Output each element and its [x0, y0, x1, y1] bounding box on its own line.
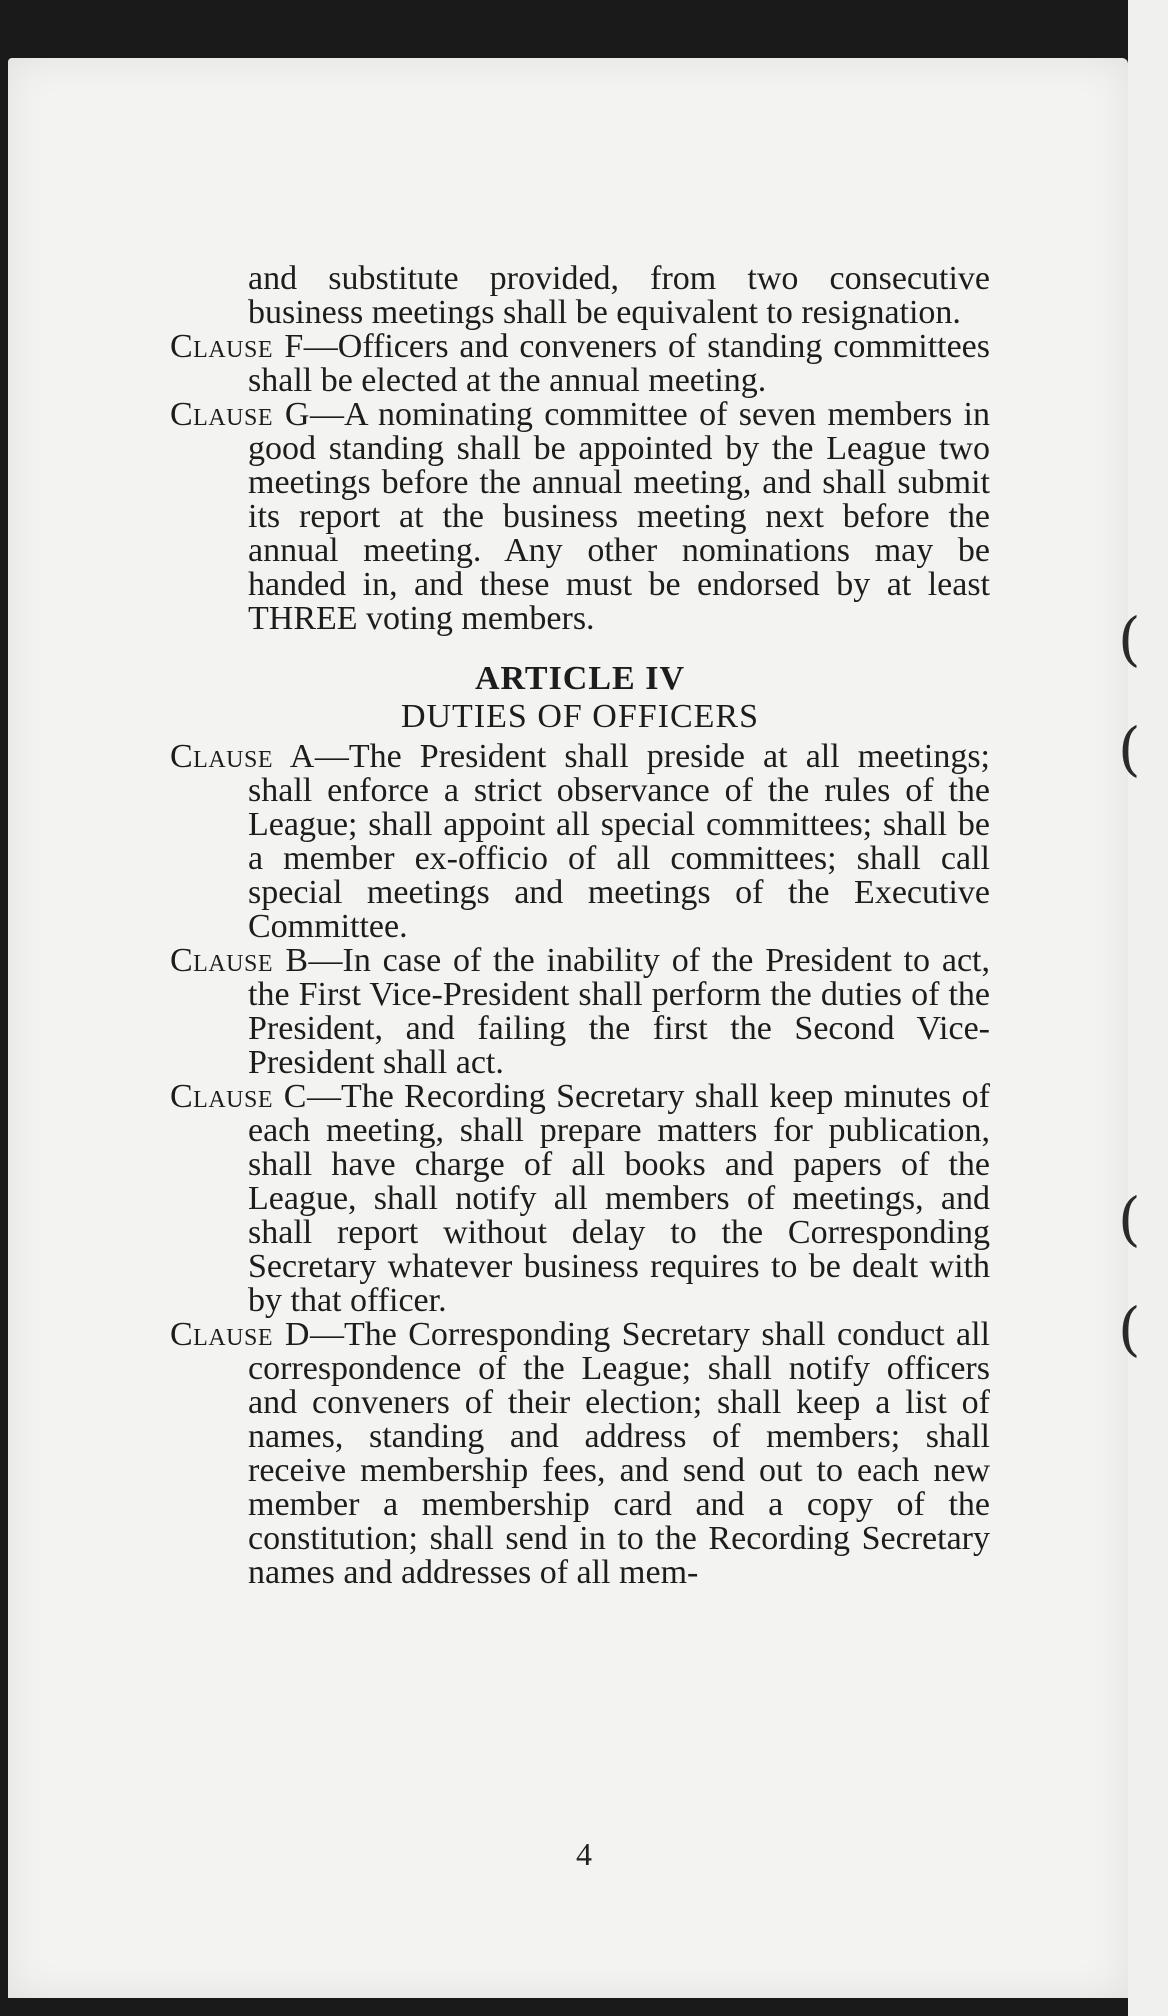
clause-label: Clause C	[170, 1078, 307, 1115]
clause-label: Clause A	[170, 738, 315, 775]
continuation-paragraph: and substitute provided, from two consecutive business meetings shall be equivalent to resignation.	[248, 260, 990, 331]
clause-d	[170, 1318, 990, 1590]
clause-text: —The Corresponding Secretary shall conduct all correspondence of the League; shall notify officers and conveners of their election; shall keep a list of names, standing and address of members; shall receive membership fees, and send out to each new member a membership card and a copy of the constitution; shall send in to the Recording Secretary names and addresses of all mem-	[248, 1316, 990, 1591]
clause-label: Clause F	[170, 328, 304, 365]
clause-c	[170, 1080, 990, 1318]
binding-edge	[1128, 0, 1168, 2016]
binding-clip-icon: (	[1118, 715, 1141, 783]
clause-text: —The Recording Secretary shall keep minutes of each meeting, shall prepare matters for publication, shall have charge of all books and papers of the League, shall notify all members of meetings, and shall report without delay to the Corresponding Secretary whatever business requires to be dealt with by that officer.	[248, 1078, 990, 1319]
clause-label: Clause D	[170, 1316, 310, 1353]
clause-text: —Officers and conveners of standing committees shall be elected at the annual meeting.	[248, 328, 990, 399]
clause-text: —In case of the inability of the President to act, the First Vice-President shall perform the duties of the President, and failing the first the Second Vice-President shall act.	[248, 942, 991, 1081]
binding-clip-icon: (	[1118, 605, 1141, 673]
clause-text: —The President shall preside at all meetings; shall enforce a strict observance of the rules of the League; shall appoint all special committees; shall be a member ex-officio of all committees; shall call special meetings and meetings of the Executive Committee.	[248, 738, 991, 945]
clause-label: Clause G	[170, 396, 310, 433]
page-number: 4	[576, 1836, 592, 1872]
article-subheading: DUTIES OF OFFICERS	[400, 698, 760, 735]
clause-g	[170, 398, 990, 636]
clause-text: —A nominating committee of seven members in good standing shall be appointed by the League two meetings before the annual meeting, and shall submit its report at the business meeting next before the annual meeting. Any other nominations may be handed in, and these must be endorsed by at least THREE voting members.	[248, 396, 990, 637]
clause-label: Clause B	[170, 942, 309, 979]
clause-b	[170, 944, 990, 1080]
article-heading: ARTICLE IV	[474, 660, 685, 697]
clause-a	[170, 740, 990, 944]
binding-clip-icon: (	[1118, 1295, 1141, 1363]
body-text	[170, 262, 990, 1590]
binding-clip-icon: (	[1118, 1185, 1141, 1253]
clause-f	[170, 330, 990, 398]
